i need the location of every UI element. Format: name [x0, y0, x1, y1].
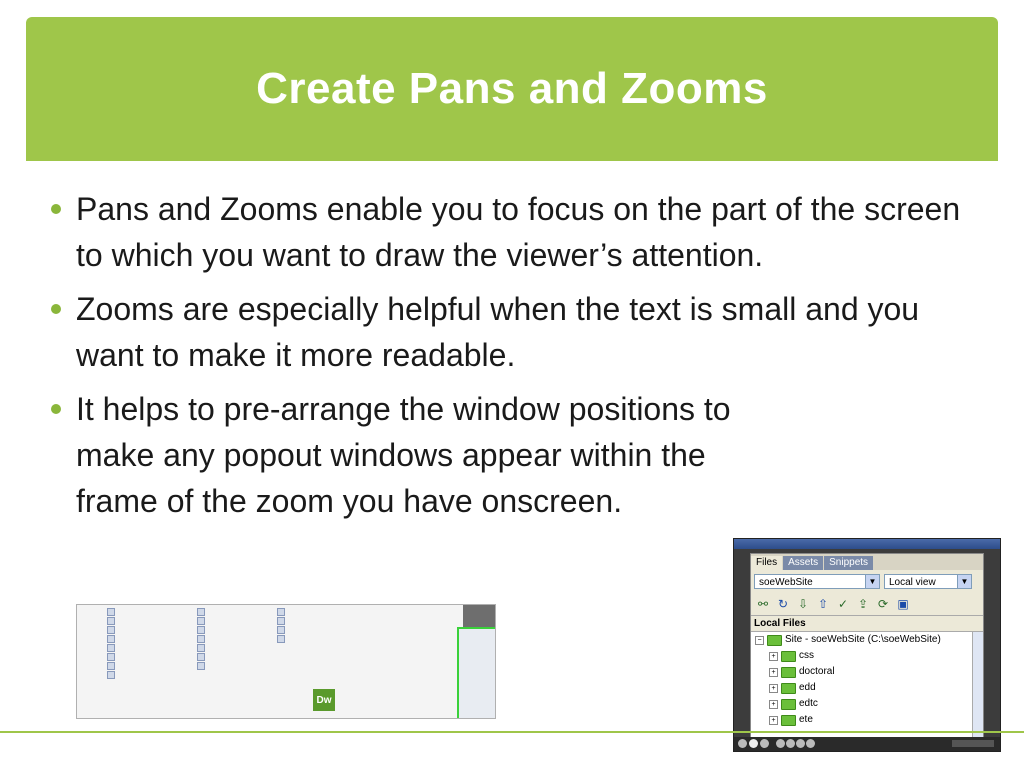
- folder-label: css: [799, 650, 814, 661]
- title-bar: [26, 17, 998, 161]
- folder-icon: [767, 635, 782, 646]
- bullet-list: [48, 186, 988, 532]
- folder-icon: [781, 667, 796, 678]
- tree-item[interactable]: [751, 696, 983, 712]
- files-panel-screenshot: [733, 538, 1001, 752]
- expand-icon[interactable]: +: [769, 668, 778, 677]
- tab-snippets[interactable]: Snippets: [824, 556, 873, 570]
- expand-icon[interactable]: ▣: [897, 597, 909, 611]
- control-icon[interactable]: [786, 739, 795, 748]
- site-select-value: soeWebSite: [759, 577, 813, 588]
- screenshot-column: [277, 607, 285, 643]
- zoom-highlight-frame: [457, 627, 496, 719]
- chevron-down-icon[interactable]: ▼: [957, 575, 971, 588]
- folder-label: ete: [799, 714, 813, 725]
- get-files-icon[interactable]: ⇩: [797, 597, 809, 611]
- view-select-value: Local view: [889, 577, 936, 588]
- bullet-item: [48, 186, 988, 278]
- site-select[interactable]: [754, 574, 880, 589]
- stop-icon[interactable]: [760, 739, 769, 748]
- bullet-text: Zooms are especially helpful when the text is small and you want to make it more readable.: [76, 291, 920, 373]
- screenshot-column: [197, 607, 205, 670]
- sync-icon[interactable]: ⟳: [877, 597, 889, 611]
- tree-root-label: Site - soeWebSite (C:\soeWebSite): [785, 634, 941, 645]
- view-select[interactable]: [884, 574, 972, 589]
- folder-icon: [781, 683, 796, 694]
- tree-item[interactable]: [751, 648, 983, 664]
- panel-tabs: [751, 554, 983, 570]
- bullet-item: [48, 386, 736, 524]
- bottom-rule: [0, 731, 1024, 733]
- bullet-dot-icon: [51, 204, 61, 214]
- chevron-down-icon[interactable]: ▼: [865, 575, 879, 588]
- slide-title: Create Pans and Zooms: [256, 64, 768, 113]
- expand-icon[interactable]: +: [769, 700, 778, 709]
- screenshot-column: [107, 607, 115, 679]
- folder-icon: [781, 699, 796, 710]
- folder-icon: [781, 651, 796, 662]
- check-in-icon[interactable]: ⇪: [857, 597, 869, 611]
- local-files-header: Local Files: [751, 616, 983, 632]
- bullet-text: It helps to pre-arrange the window positions to make any popout windows appear within the frame of the zoom you have onscreen.: [76, 391, 731, 519]
- folder-label: doctoral: [799, 666, 835, 677]
- tab-files[interactable]: Files: [751, 556, 782, 570]
- bullet-dot-icon: [51, 304, 61, 314]
- file-tree: [751, 632, 983, 744]
- panel-toolbar: [751, 593, 983, 616]
- tab-assets[interactable]: Assets: [783, 556, 823, 570]
- expand-icon[interactable]: +: [769, 716, 778, 725]
- rewind-icon[interactable]: [738, 739, 747, 748]
- tree-scrollbar[interactable]: [972, 632, 983, 744]
- control-icon[interactable]: [776, 739, 785, 748]
- dreamweaver-logo-icon: Dw: [313, 689, 335, 711]
- connect-icon[interactable]: ⚯: [757, 597, 769, 611]
- tree-item[interactable]: [751, 680, 983, 696]
- bullet-dot-icon: [51, 404, 61, 414]
- folder-label: edtc: [799, 698, 818, 709]
- files-panel: [750, 553, 984, 737]
- player-controls: [734, 737, 1000, 751]
- folder-icon: [781, 715, 796, 726]
- control-icon[interactable]: [806, 739, 815, 748]
- screenshot-titlebar: [734, 539, 1000, 549]
- tree-item[interactable]: [751, 664, 983, 680]
- refresh-icon[interactable]: ↻: [777, 597, 789, 611]
- put-files-icon[interactable]: ⇧: [817, 597, 829, 611]
- bullet-item: [48, 286, 988, 378]
- folder-label: edd: [799, 682, 816, 693]
- collapse-icon[interactable]: −: [755, 636, 764, 645]
- expand-icon[interactable]: +: [769, 652, 778, 661]
- panel-selects: [751, 570, 983, 593]
- time-display: [952, 740, 994, 747]
- dreamweaver-screenshot: [76, 604, 496, 719]
- tree-item[interactable]: [751, 712, 983, 728]
- control-icon[interactable]: [796, 739, 805, 748]
- expand-icon[interactable]: +: [769, 684, 778, 693]
- check-out-icon[interactable]: ✓: [837, 597, 849, 611]
- bullet-text: Pans and Zooms enable you to focus on the part of the screen to which you want to draw the viewer’s attention.: [76, 191, 961, 273]
- play-icon[interactable]: [749, 739, 758, 748]
- tree-root[interactable]: [751, 632, 983, 648]
